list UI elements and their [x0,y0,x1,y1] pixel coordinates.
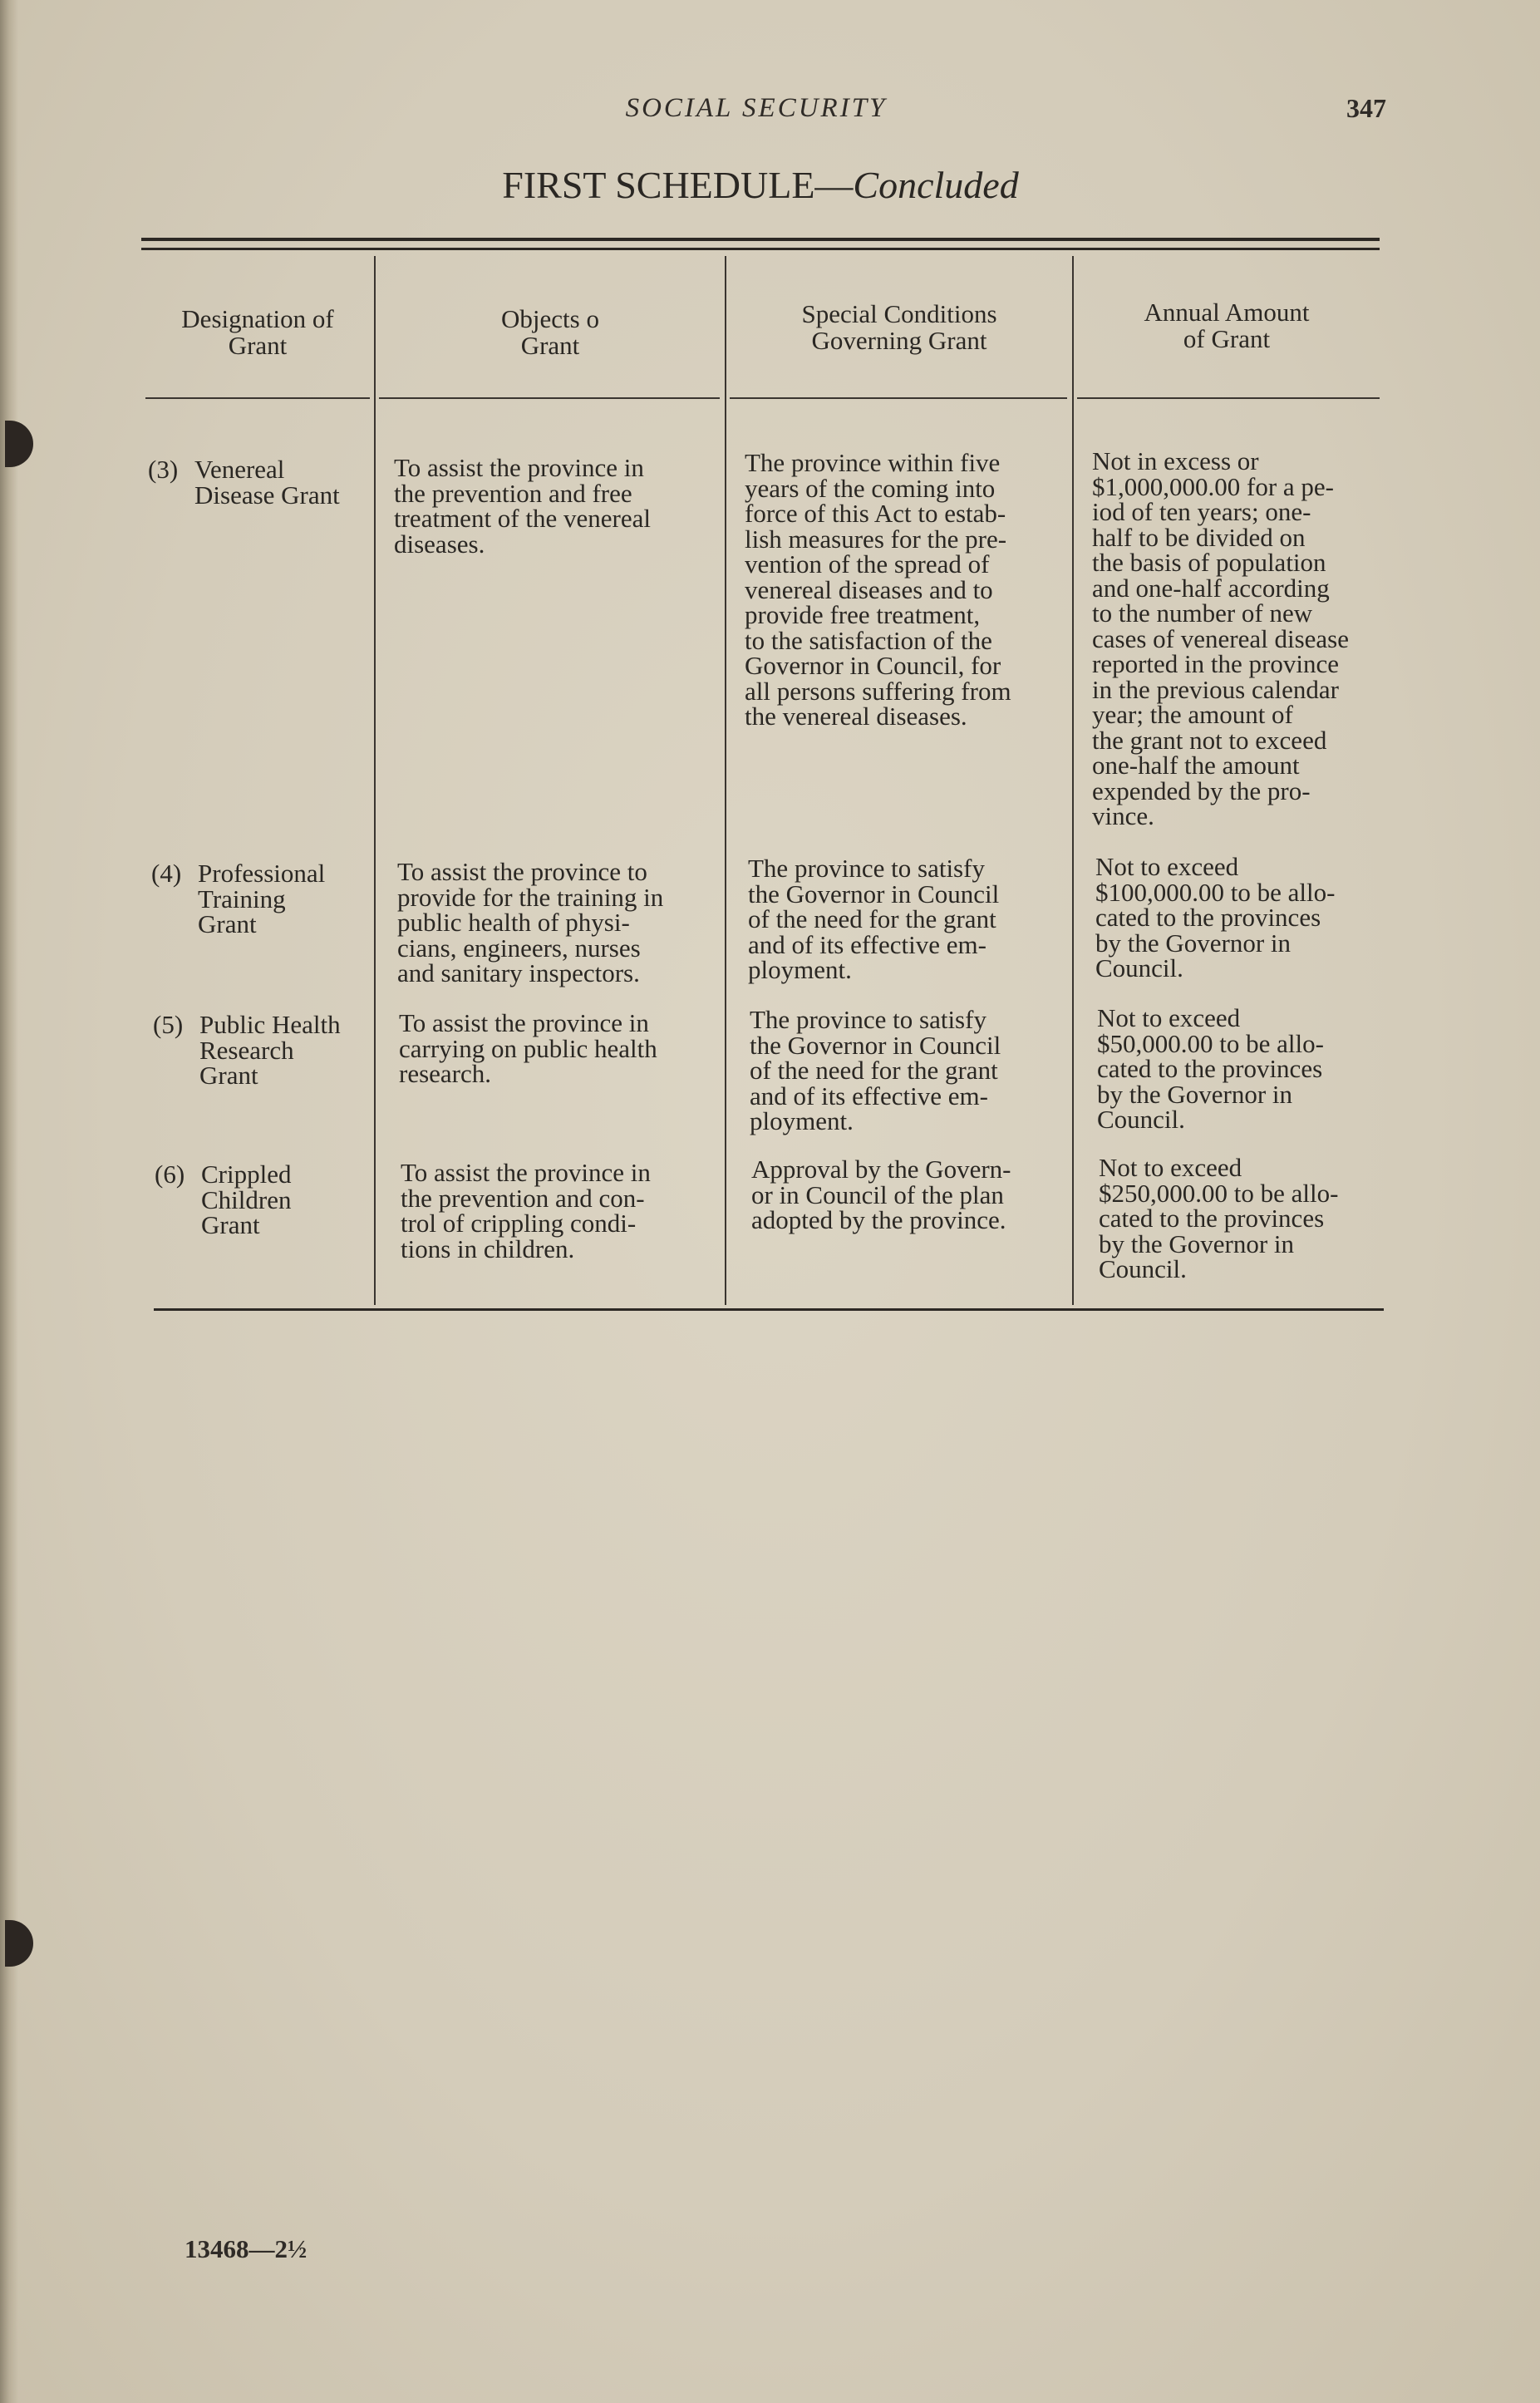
row-5-number: (5) [153,1010,184,1039]
row-5-amount: Not to exceed $50,000.00 to be allo- cated to the provinces by the Governor in Council. [1097,1003,1324,1134]
row-5-objects: To assist the province in carrying on public health research. [399,1008,657,1088]
row-4-conditions: The province to satisfy the Governor in Council of the need for the grant and of its effective em- ployment. [748,854,1000,984]
row-3-designation: Venereal Disease Grant [194,455,340,510]
schedule-table [141,238,1380,1318]
row-6-objects: To assist the province in the prevention and con- trol of crippling condi- tions in children. [401,1158,651,1263]
row-5-conditions: The province to satisfy the Governor in Council of the need for the grant and of its effective em- ployment. [750,1005,1001,1135]
table-bottom-rule [154,1308,1384,1311]
schedule-title-suffix: Concluded [853,164,1019,206]
row-6-conditions: Approval by the Govern- or in Council of the plan adopted by the province. [751,1155,1011,1234]
row-6-designation: Crippled Children Grant [201,1160,292,1239]
header-designation: Designation of Grant [181,304,334,360]
schedule-title-main: FIRST SCHEDULE— [502,164,854,206]
schedule-title [0,163,1521,207]
row-4-objects: To assist the province to provide for the training in public health of physi- cians, engineers, nurses and sanitary inspectors. [397,857,664,987]
row-3-number: (3) [148,455,179,484]
footer-printer-code: 13468—2½ [185,2234,308,2263]
header-rule-4 [1077,397,1380,399]
binding-hole-top [5,421,33,467]
row-4-number: (4) [151,859,182,888]
binding-hole-bottom [5,1920,33,1967]
row-4-amount: Not to exceed $100,000.00 to be allo- cated to the provinces by the Governor in Council. [1095,852,1336,982]
row-6-amount: Not to exceed $250,000.00 to be allo- cated to the provinces by the Governor in Council. [1099,1153,1339,1283]
table-top-rule-inner [141,248,1380,250]
row-3-conditions: The province within five years of the coming into force of this Act to estab- lish measures for the pre- vention of the spread of venereal diseases and to provide free treatment, to the satisfaction of the Governor in Council, for all persons suffering from the venereal diseases. [745,448,1011,731]
running-head: SOCIAL SECURITY [625,93,888,123]
column-divider-3 [1072,256,1074,1305]
header-rule-3 [730,397,1067,399]
page-number: 347 [1346,93,1386,123]
page-left-edge [0,0,18,2403]
header-conditions: Special Conditions Governing Grant [801,299,997,355]
row-3-objects: To assist the province in the prevention and free treatment of the venereal diseases. [394,453,651,559]
header-rule-1 [145,397,370,399]
column-divider-1 [374,256,376,1305]
header-rule-2 [379,397,720,399]
header-objects: Objects o Grant [501,304,599,360]
row-5-designation: Public Health Research Grant [199,1010,341,1090]
header-amount: Annual Amount of Grant [1144,298,1310,353]
row-6-number: (6) [155,1160,185,1189]
row-4-designation: Professional Training Grant [198,859,326,938]
row-3-amount: Not in excess or $1,000,000.00 for a pe- iod of ten years; one- half to be divided on the basis of population and one-half according to the number of new cases of venereal disease reported in the province in the previous calendar year; the amount of the grant not to exceed one-half the amount expended by the pro- vince. [1092,446,1349,830]
table-top-rule [141,238,1380,241]
column-divider-2 [725,256,726,1305]
